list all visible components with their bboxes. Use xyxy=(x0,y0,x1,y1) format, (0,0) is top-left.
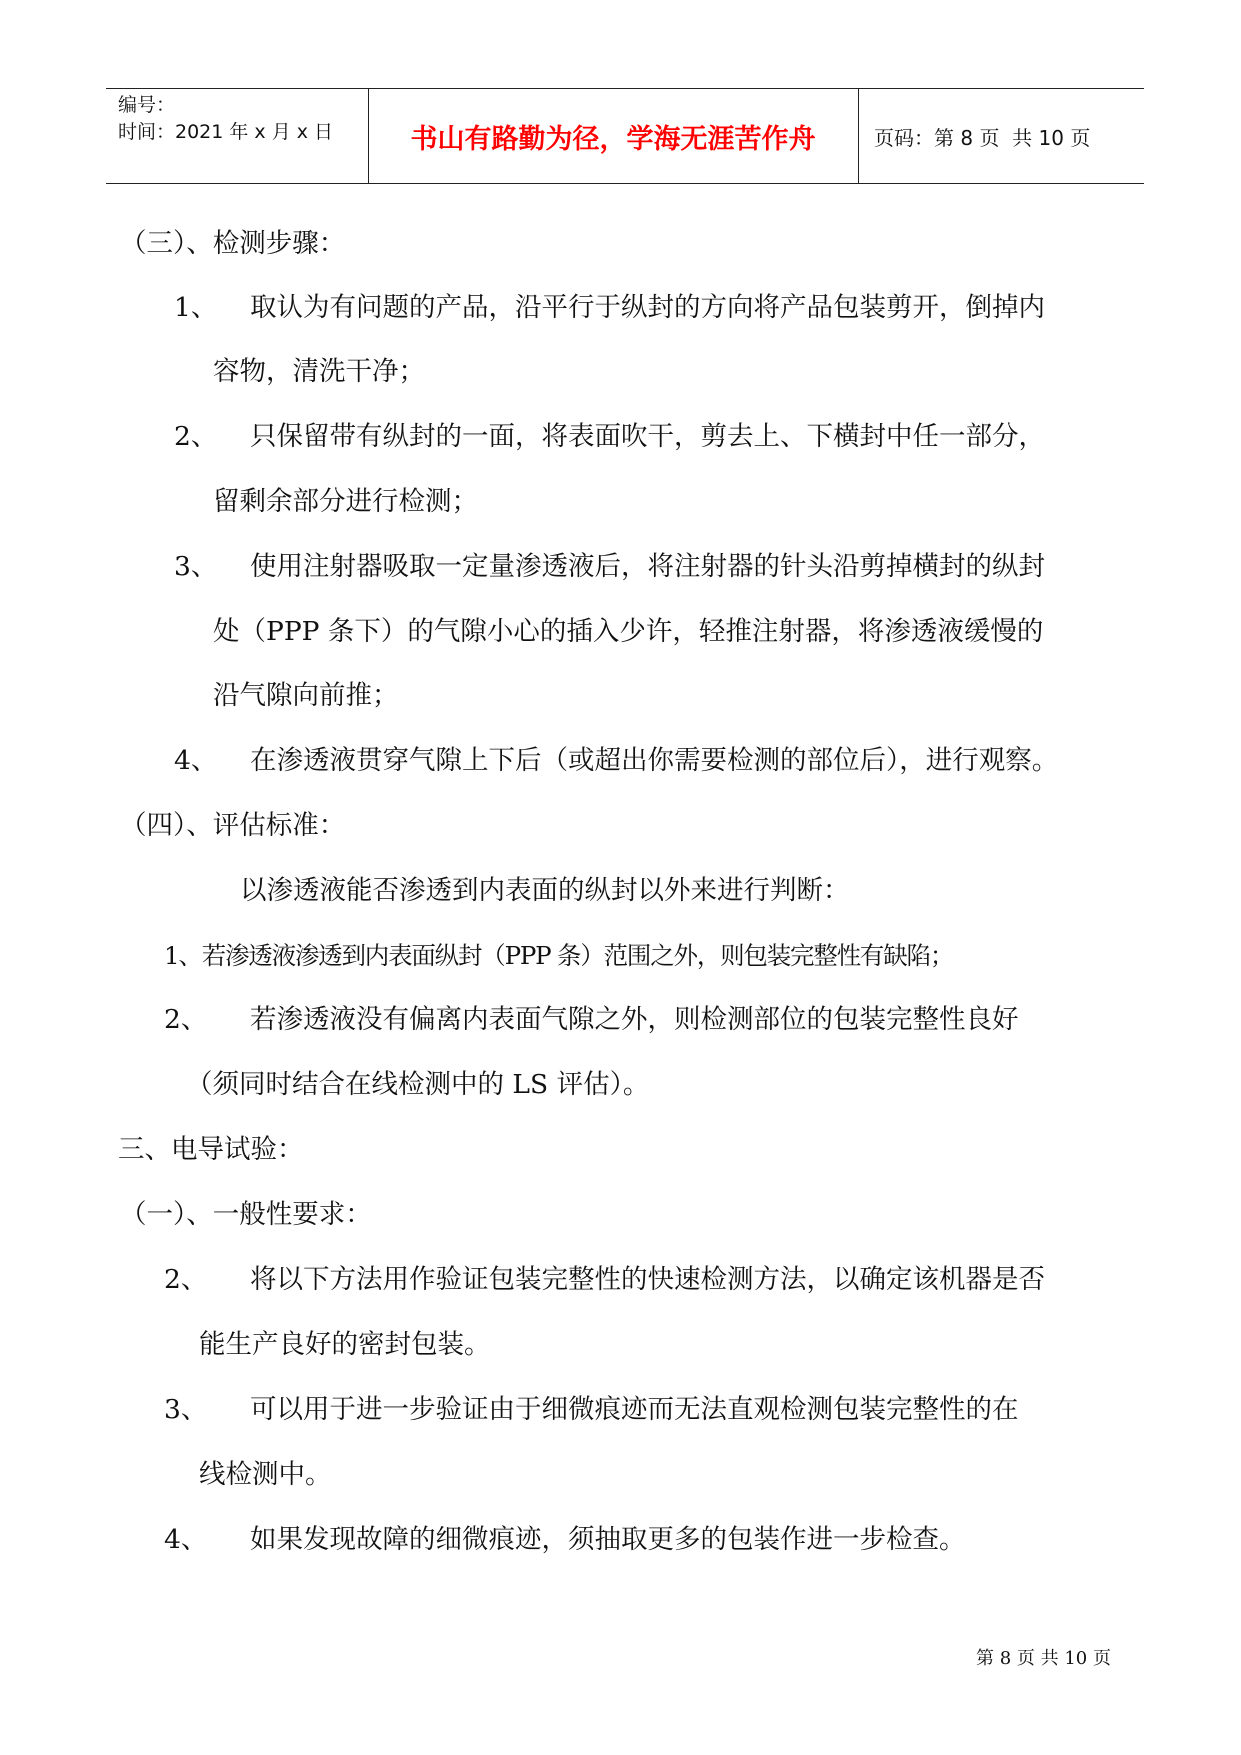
list-item-text: 容物，清洗干净； xyxy=(213,356,425,387)
list-item-text: 将以下方法用作验证包装完整性的快速检测方法，以确定该机器是否 xyxy=(250,1264,1045,1295)
header-info xyxy=(118,92,363,146)
list-item-text: 在渗透液贯穿气隙上下后（或超出你需要检测的部位后），进行观察。 xyxy=(250,745,1059,776)
list-item-text: 使用注射器吸取一定量渗透液后，将注射器的针头沿剪掉横封的纵封 xyxy=(250,551,1045,582)
header-divider xyxy=(858,89,859,183)
list-item-text: 可以用于进一步验证由于细微痕迹而无法直观检测包装完整性的在 xyxy=(250,1394,1019,1425)
section-title: （三）、检测步骤： xyxy=(120,228,346,259)
list-item-number: 2、 xyxy=(174,421,218,452)
page-header xyxy=(106,88,1144,184)
list-item-number: 4、 xyxy=(174,745,218,776)
list-item-text: 沿气隙向前推； xyxy=(213,680,399,711)
number-label: 编号： xyxy=(118,94,176,116)
list-item-text: 如果发现故障的细微痕迹，须抽取更多的包装作进一步检查。 xyxy=(250,1524,966,1555)
list-item-text: 能生产良好的密封包装。 xyxy=(199,1329,491,1360)
list-item-text: 留剩余部分进行检测； xyxy=(213,486,478,517)
list-item-number: 1、 xyxy=(174,292,218,323)
list-item-number: 3、 xyxy=(174,551,218,582)
motto: 书山有路勤为径，学海无涯苦作舟 xyxy=(410,123,816,155)
list-item-text: 线检测中。 xyxy=(199,1459,332,1490)
list-item-number: 2、 xyxy=(164,1004,208,1035)
section-title: （四）、评估标准： xyxy=(120,810,346,841)
list-item-text: （须同时结合在线检测中的 LS 评估）。 xyxy=(186,1069,650,1100)
list-item-text: 取认为有问题的产品，沿平行于纵封的方向将产品包装剪开，倒掉内 xyxy=(250,292,1045,323)
page-footer: 第 8 页 共 10 页 xyxy=(976,1648,1111,1669)
page-info: 页码：第 8 页 共 10 页 xyxy=(874,125,1091,150)
list-item-text: 处（PPP 条下）的气隙小心的插入少许，轻推注射器，将渗透液缓慢的 xyxy=(213,616,1044,647)
part-title: 三、电导试验： xyxy=(118,1134,304,1165)
list-item-number: 2、 xyxy=(164,1264,208,1295)
time-label: 时间：2021 年 x 月 x 日 xyxy=(118,121,334,143)
list-item-number: 4、 xyxy=(164,1524,208,1555)
section-title: （一）、一般性要求： xyxy=(120,1199,372,1230)
list-item-text: 1、若渗透液渗透到内表面纵封（PPP 条）范围之外，则包装完整性有缺陷； xyxy=(164,941,954,970)
list-item-number: 3、 xyxy=(164,1394,208,1425)
list-item-text: 只保留带有纵封的一面，将表面吹干，剪去上、下横封中任一部分， xyxy=(250,421,1045,452)
list-item-text: 若渗透液没有偏离内表面气隙之外，则检测部位的包装完整性良好 xyxy=(250,1004,1019,1035)
paragraph: 以渗透液能否渗透到内表面的纵封以外来进行判断： xyxy=(240,875,850,906)
